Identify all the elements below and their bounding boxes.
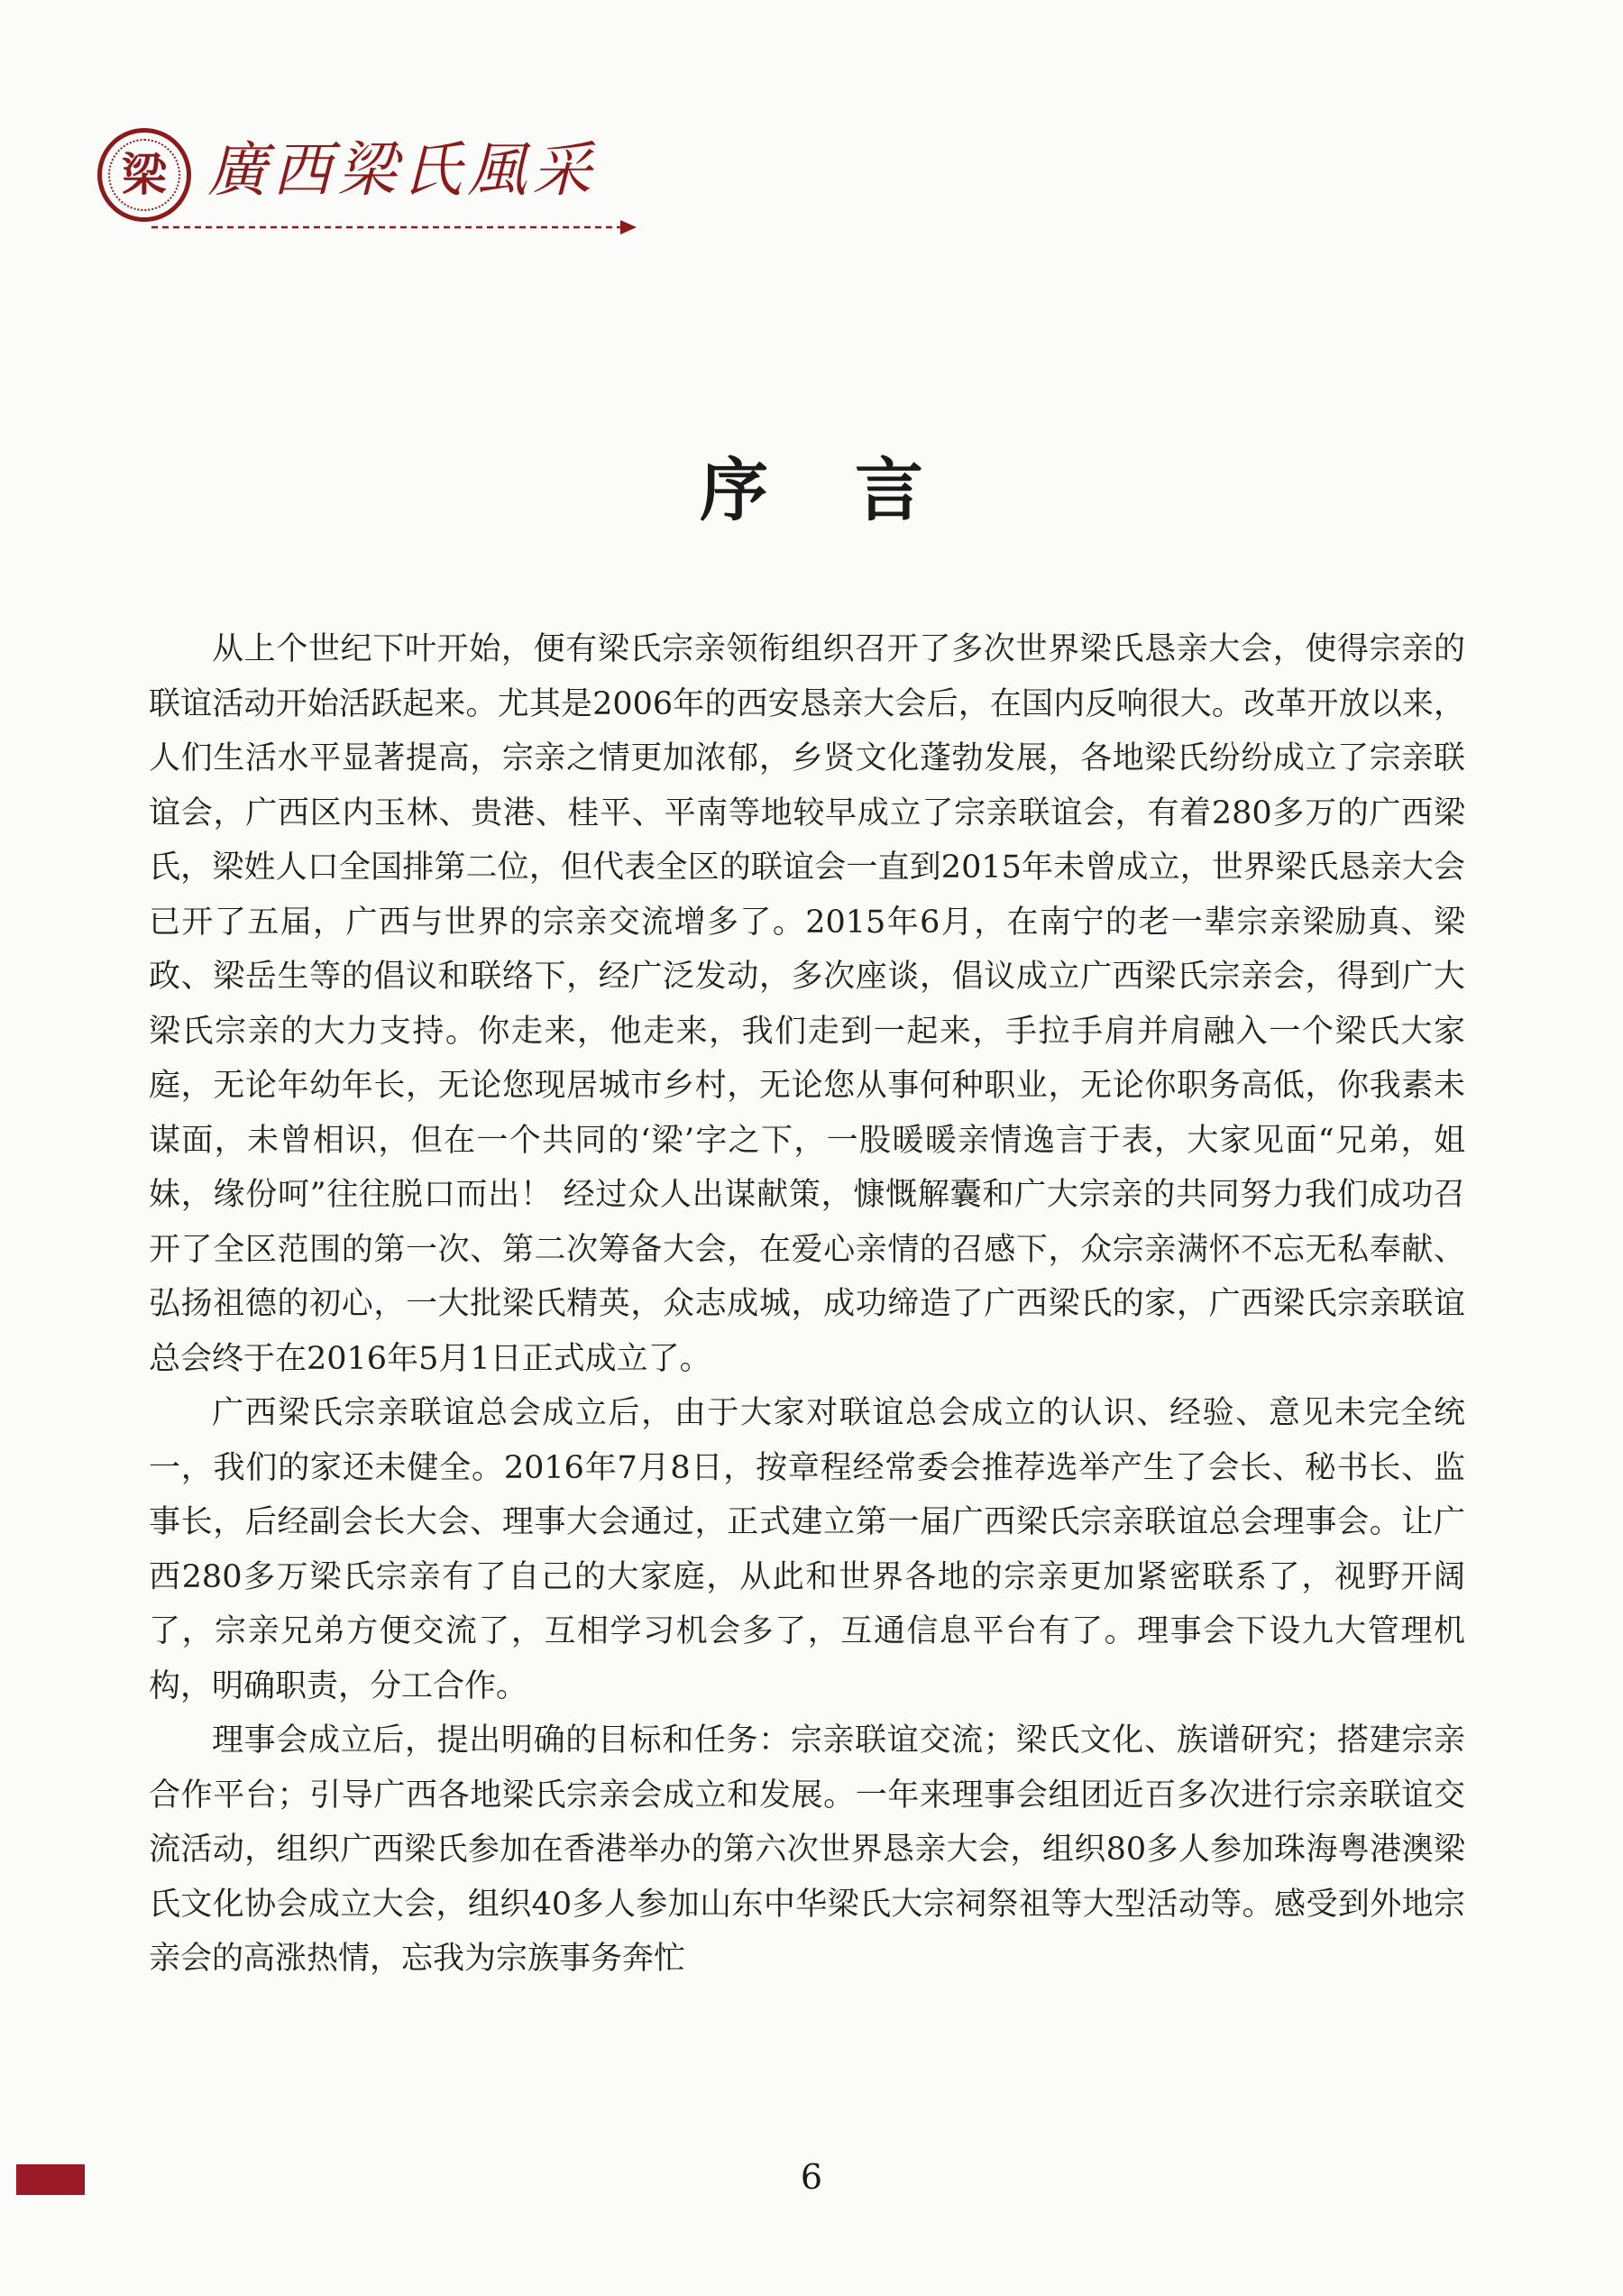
body-text	[149, 622, 1465, 1987]
seal-char: 梁	[122, 148, 167, 201]
header-title: 廣西梁氏風采	[207, 135, 597, 205]
title-char-2: 言	[855, 449, 923, 530]
dashed-arrow-icon	[151, 216, 638, 238]
page-title	[0, 449, 1623, 530]
paragraph: 从上个世纪下叶开始，便有梁氏宗亲领衔组织召开了多次世界梁氏恳亲大会，使得宗亲的联谊活动开始活跃起来。尤其是2006年的西安恳亲大会后，在国内反响很大。改革开放以来，人们生活水平显著提高，宗亲之情更加浓郁，乡贤文化蓬勃发展，各地梁氏纷纷成立了宗亲联谊会，广西区内玉林、贵港、桂平、平南等地较早成立了宗亲联谊会，有着280多万的广西梁氏，梁姓人口全国排第二位，但代表全区的联谊会一直到2015年未曾成立，世界梁氏恳亲大会已开了五届，广西与世界的宗亲交流增多了。2015年6月，在南宁的老一辈宗亲梁励真、梁政、梁岳生等的倡议和联络下，经广泛发动，多次座谈，倡议成立广西梁氏宗亲会，得到广大梁氏宗亲的大力支持。你走来，他走来，我们走到一起来，手拉手肩并肩融入一个梁氏大家庭，无论年幼年长，无论您现居城市乡村，无论您从事何种职业，无论你职务高低，你我素未谋面，未曾相识，但在一个共同的‘梁’字之下，一股暖暖亲情逸言于表，大家见面“兄弟，姐妹，缘份呵”往往脱口而出！ 经过众人出谋献策，慷慨解囊和广大宗亲的共同努力我们成功召开了全区范围的第一次、第二次筹备大会，在爱心亲情的召感下，众宗亲满怀不忘无私奉献、弘扬祖德的初心，一大批梁氏精英，众志成城，成功缔造了广西梁氏的家，广西梁氏宗亲联谊总会终于在2016年5月1日正式成立了。	[149, 631, 1465, 1377]
running-header	[97, 115, 597, 242]
paragraph: 广西梁氏宗亲联谊总会成立后，由于大家对联谊总会成立的认识、经验、意见未完全统一，我们的家还未健全。2016年7月8日，按章程经常委会推荐选举产生了会长、秘书长、监事长，后经副会长大会、理事大会通过，正式建立第一届广西梁氏宗亲联谊总会理事会。让广西280多万梁氏宗亲有了自己的大家庭，从此和世界各地的宗亲更加紧密联系了，视野开阔了，宗亲兄弟方便交流了，互相学习机会多了，互通信息平台有了。理事会下设九大管理机构，明确职责，分工合作。	[149, 1395, 1465, 1704]
title-char-1: 序	[700, 449, 768, 530]
seal-logo-icon	[97, 128, 191, 222]
paragraph: 理事会成立后，提出明确的目标和任务：宗亲联谊交流；梁氏文化、族谱研究；搭建宗亲合作平台；引导广西各地梁氏宗亲会成立和发展。一年来理事会组团近百多次进行宗亲联谊交流活动，组织广西梁氏参加在香港举办的第六次世界恳亲大会，组织80多人参加珠海粤港澳梁氏文化协会成立大会，组织40多人参加山东中华梁氏大宗祠祭祖等大型活动等。感受到外地宗亲会的高涨热情，忘我为宗族事务奔忙	[149, 1722, 1465, 1977]
page-number: 6	[800, 2157, 823, 2197]
